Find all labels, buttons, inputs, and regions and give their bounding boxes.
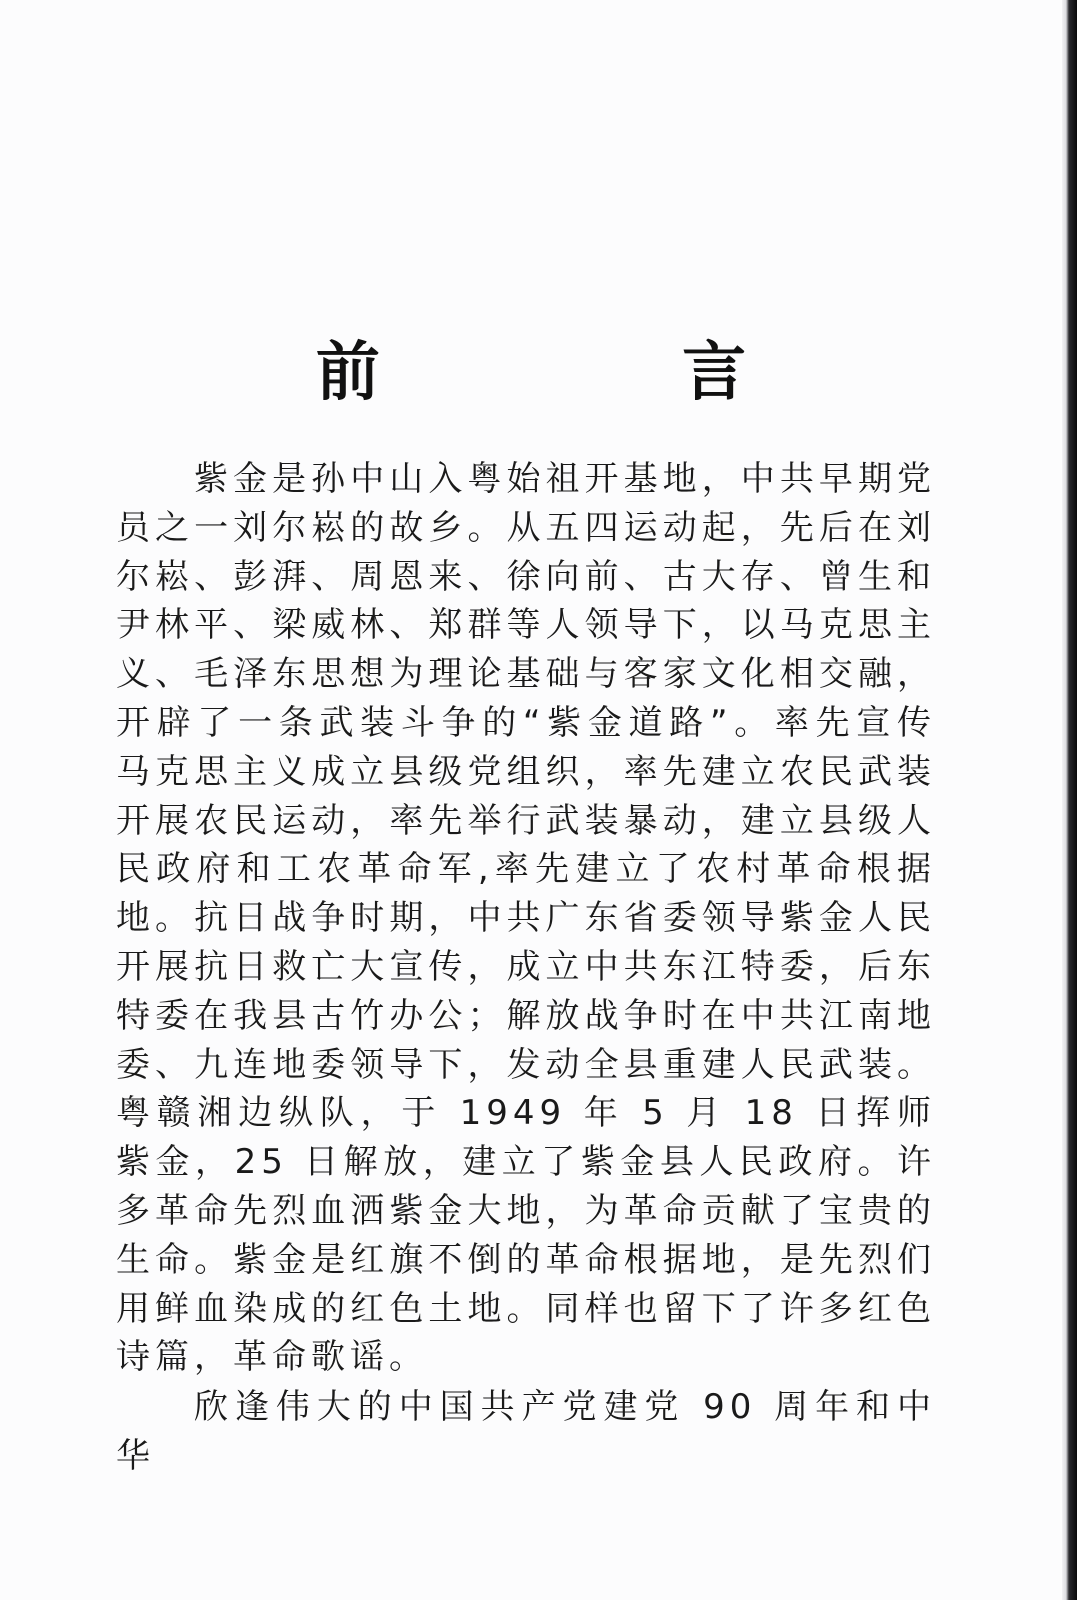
body-paragraph-2: 欣逢伟大的中国共产党建党 90 周年和中华 [116,1387,936,1476]
page-edge-shadow [1062,0,1077,1600]
body-paragraph-1: 紫金是孙中山入粤始祖开基地，中共早期党员之一刘尔崧的故乡。从五四运动起，先后在刘尔崧、彭湃、周恩来、徐向前、古大存、曾生和尹林平、梁威林、郑群等人领导下，以马克思主义、毛泽东思想为理论基础与客家文化相交融，开辟了一条武装斗争的“紫金道路”。率先宣传马克思主义成立县级党组织，率先建立农民武装开展农民运动，率先举行武装暴动，建立县级人民政府和工农革命军,率先建立了农村革命根据地。抗日战争时期，中共广东省委领导紫金人民开展抗日救亡大宣传，成立中共东江特委，后东特委在我县古竹办公；解放战争时在中共江南地委、九连地委领导下，发动全县重建人民武装。粤赣湘边纵队，于 1949 年 5 月 18 日挥师紫金，25 日解放，建立了紫金县人民政府。许多革命先烈血洒紫金大地，为革命贡献了宝贵的生命。紫金是红旗不倒的革命根据地，是先烈们用鲜血染成的红色土地。同样也留下了许多红色诗篇，革命歌谣。 [116,459,936,1378]
page-title: 前 言 [315,335,887,410]
